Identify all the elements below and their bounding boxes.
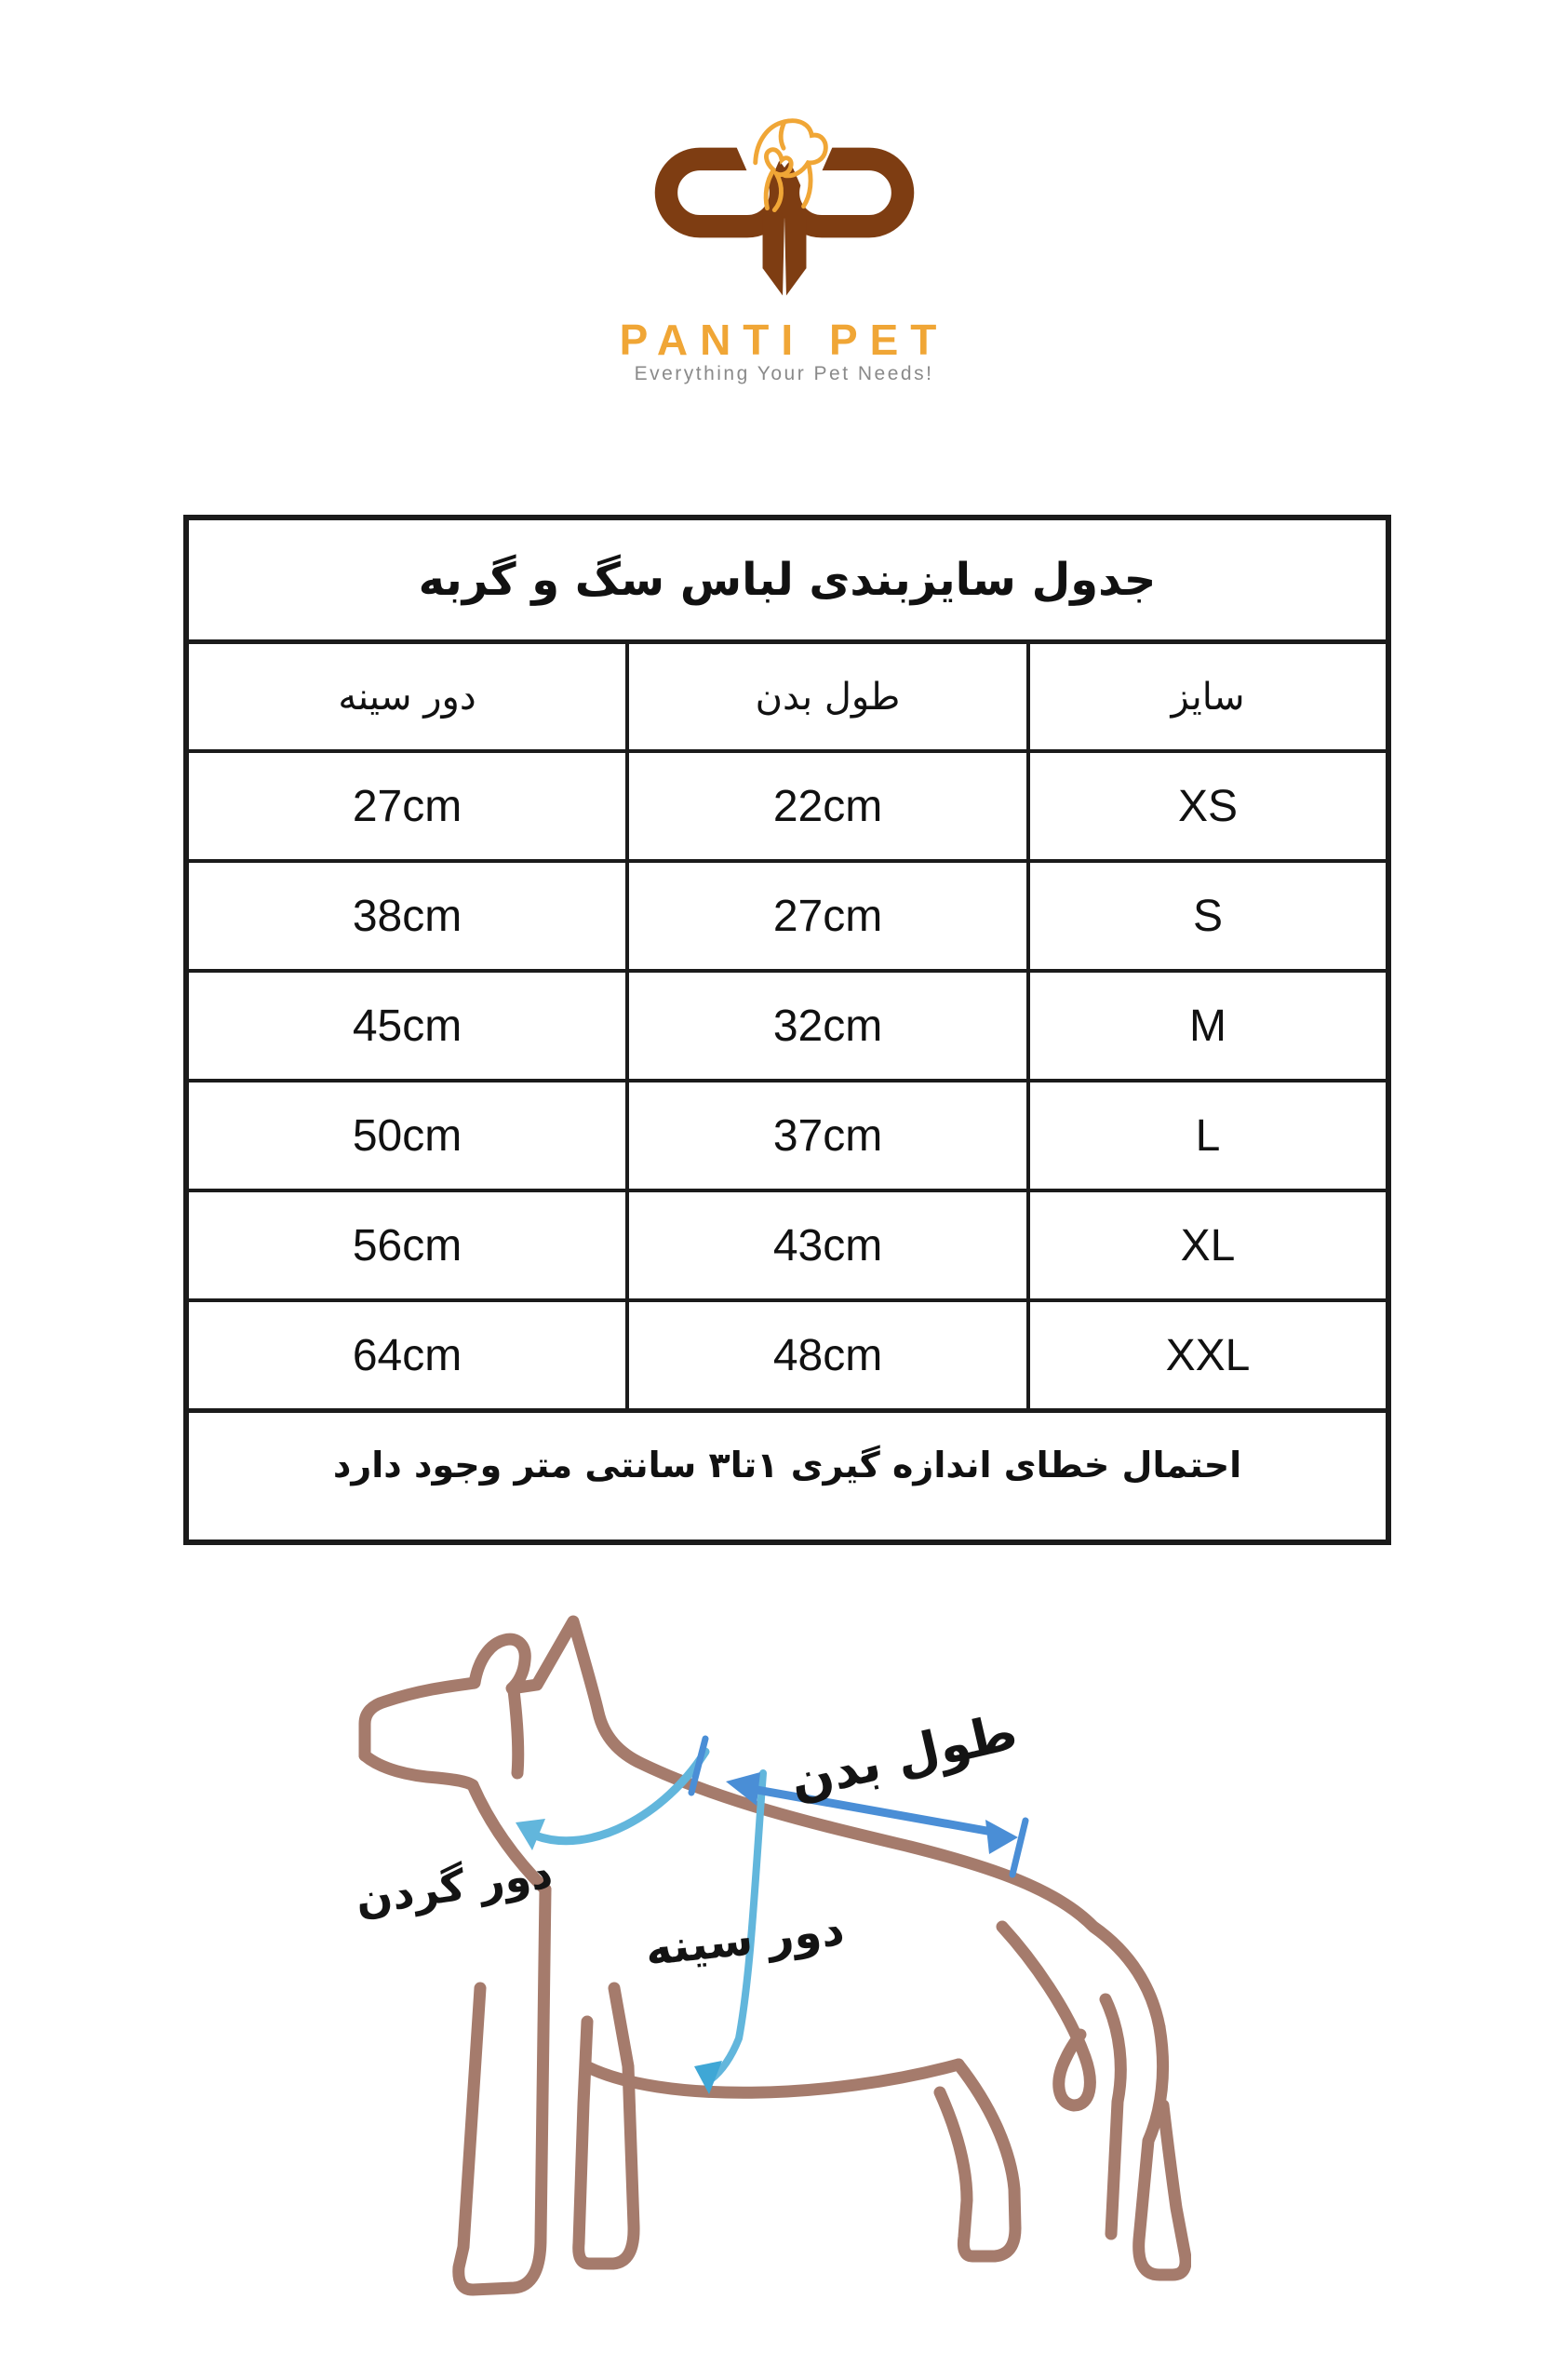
table-row <box>189 863 1386 973</box>
size-value: XL <box>1180 1220 1236 1271</box>
size-value: S <box>1192 891 1223 941</box>
body-length-value: 27cm <box>625 863 1030 969</box>
table-title: جدول سایزبندی لباس سگ و گربه <box>189 520 1386 644</box>
dog-measurement-diagram <box>307 1582 1191 2353</box>
size-value: XXL <box>1165 1330 1251 1380</box>
table-row <box>189 1192 1386 1302</box>
size-value: M <box>1189 1001 1226 1051</box>
chest-value: 45cm <box>352 1001 462 1051</box>
body-length-value: 43cm <box>625 1192 1030 1298</box>
chest-value: 50cm <box>352 1110 462 1161</box>
table-row <box>189 1082 1386 1192</box>
neck-girth-arrow <box>516 1752 705 1850</box>
chest-value: 56cm <box>352 1220 462 1271</box>
body-length-value: 48cm <box>625 1302 1030 1408</box>
chest-value: 27cm <box>352 781 462 831</box>
table-row <box>189 973 1386 1082</box>
chest-value: 38cm <box>352 891 462 941</box>
panti-pet-emblem <box>645 114 924 314</box>
body-length-value: 32cm <box>625 973 1030 1079</box>
body-length-arrowhead-right-icon <box>985 1820 1018 1854</box>
emblem-left-ribbon <box>763 215 784 295</box>
chest-value: 64cm <box>352 1330 462 1380</box>
body-length-label: طول بدن <box>784 1701 1023 1811</box>
emblem-right-ribbon <box>784 215 806 295</box>
size-value: XS <box>1177 781 1239 831</box>
table-row <box>189 1302 1386 1412</box>
size-table <box>183 515 1391 1545</box>
table-row <box>189 753 1386 863</box>
body-length-value: 37cm <box>625 1082 1030 1189</box>
body-length-tick-right <box>1012 1821 1025 1875</box>
chest-girth-label: دور سینه <box>642 1903 847 1977</box>
body-length-value: 22cm <box>625 753 1030 859</box>
table-header-row <box>189 644 1386 753</box>
brand-name: PANTI PET <box>619 316 949 364</box>
header-chest: دور سینه <box>338 675 476 719</box>
neck-girth-label: دور گردن <box>352 1847 556 1925</box>
table-footnote: احتمال خطای اندازه گیری ۱تا۳ سانتی متر وجود دارد <box>189 1412 1386 1516</box>
header-body-length: طول بدن <box>625 644 1030 749</box>
brand-tagline: Everything Your Pet Needs! <box>634 363 934 384</box>
size-value: L <box>1195 1110 1221 1161</box>
header-size: سایز <box>1171 675 1245 719</box>
